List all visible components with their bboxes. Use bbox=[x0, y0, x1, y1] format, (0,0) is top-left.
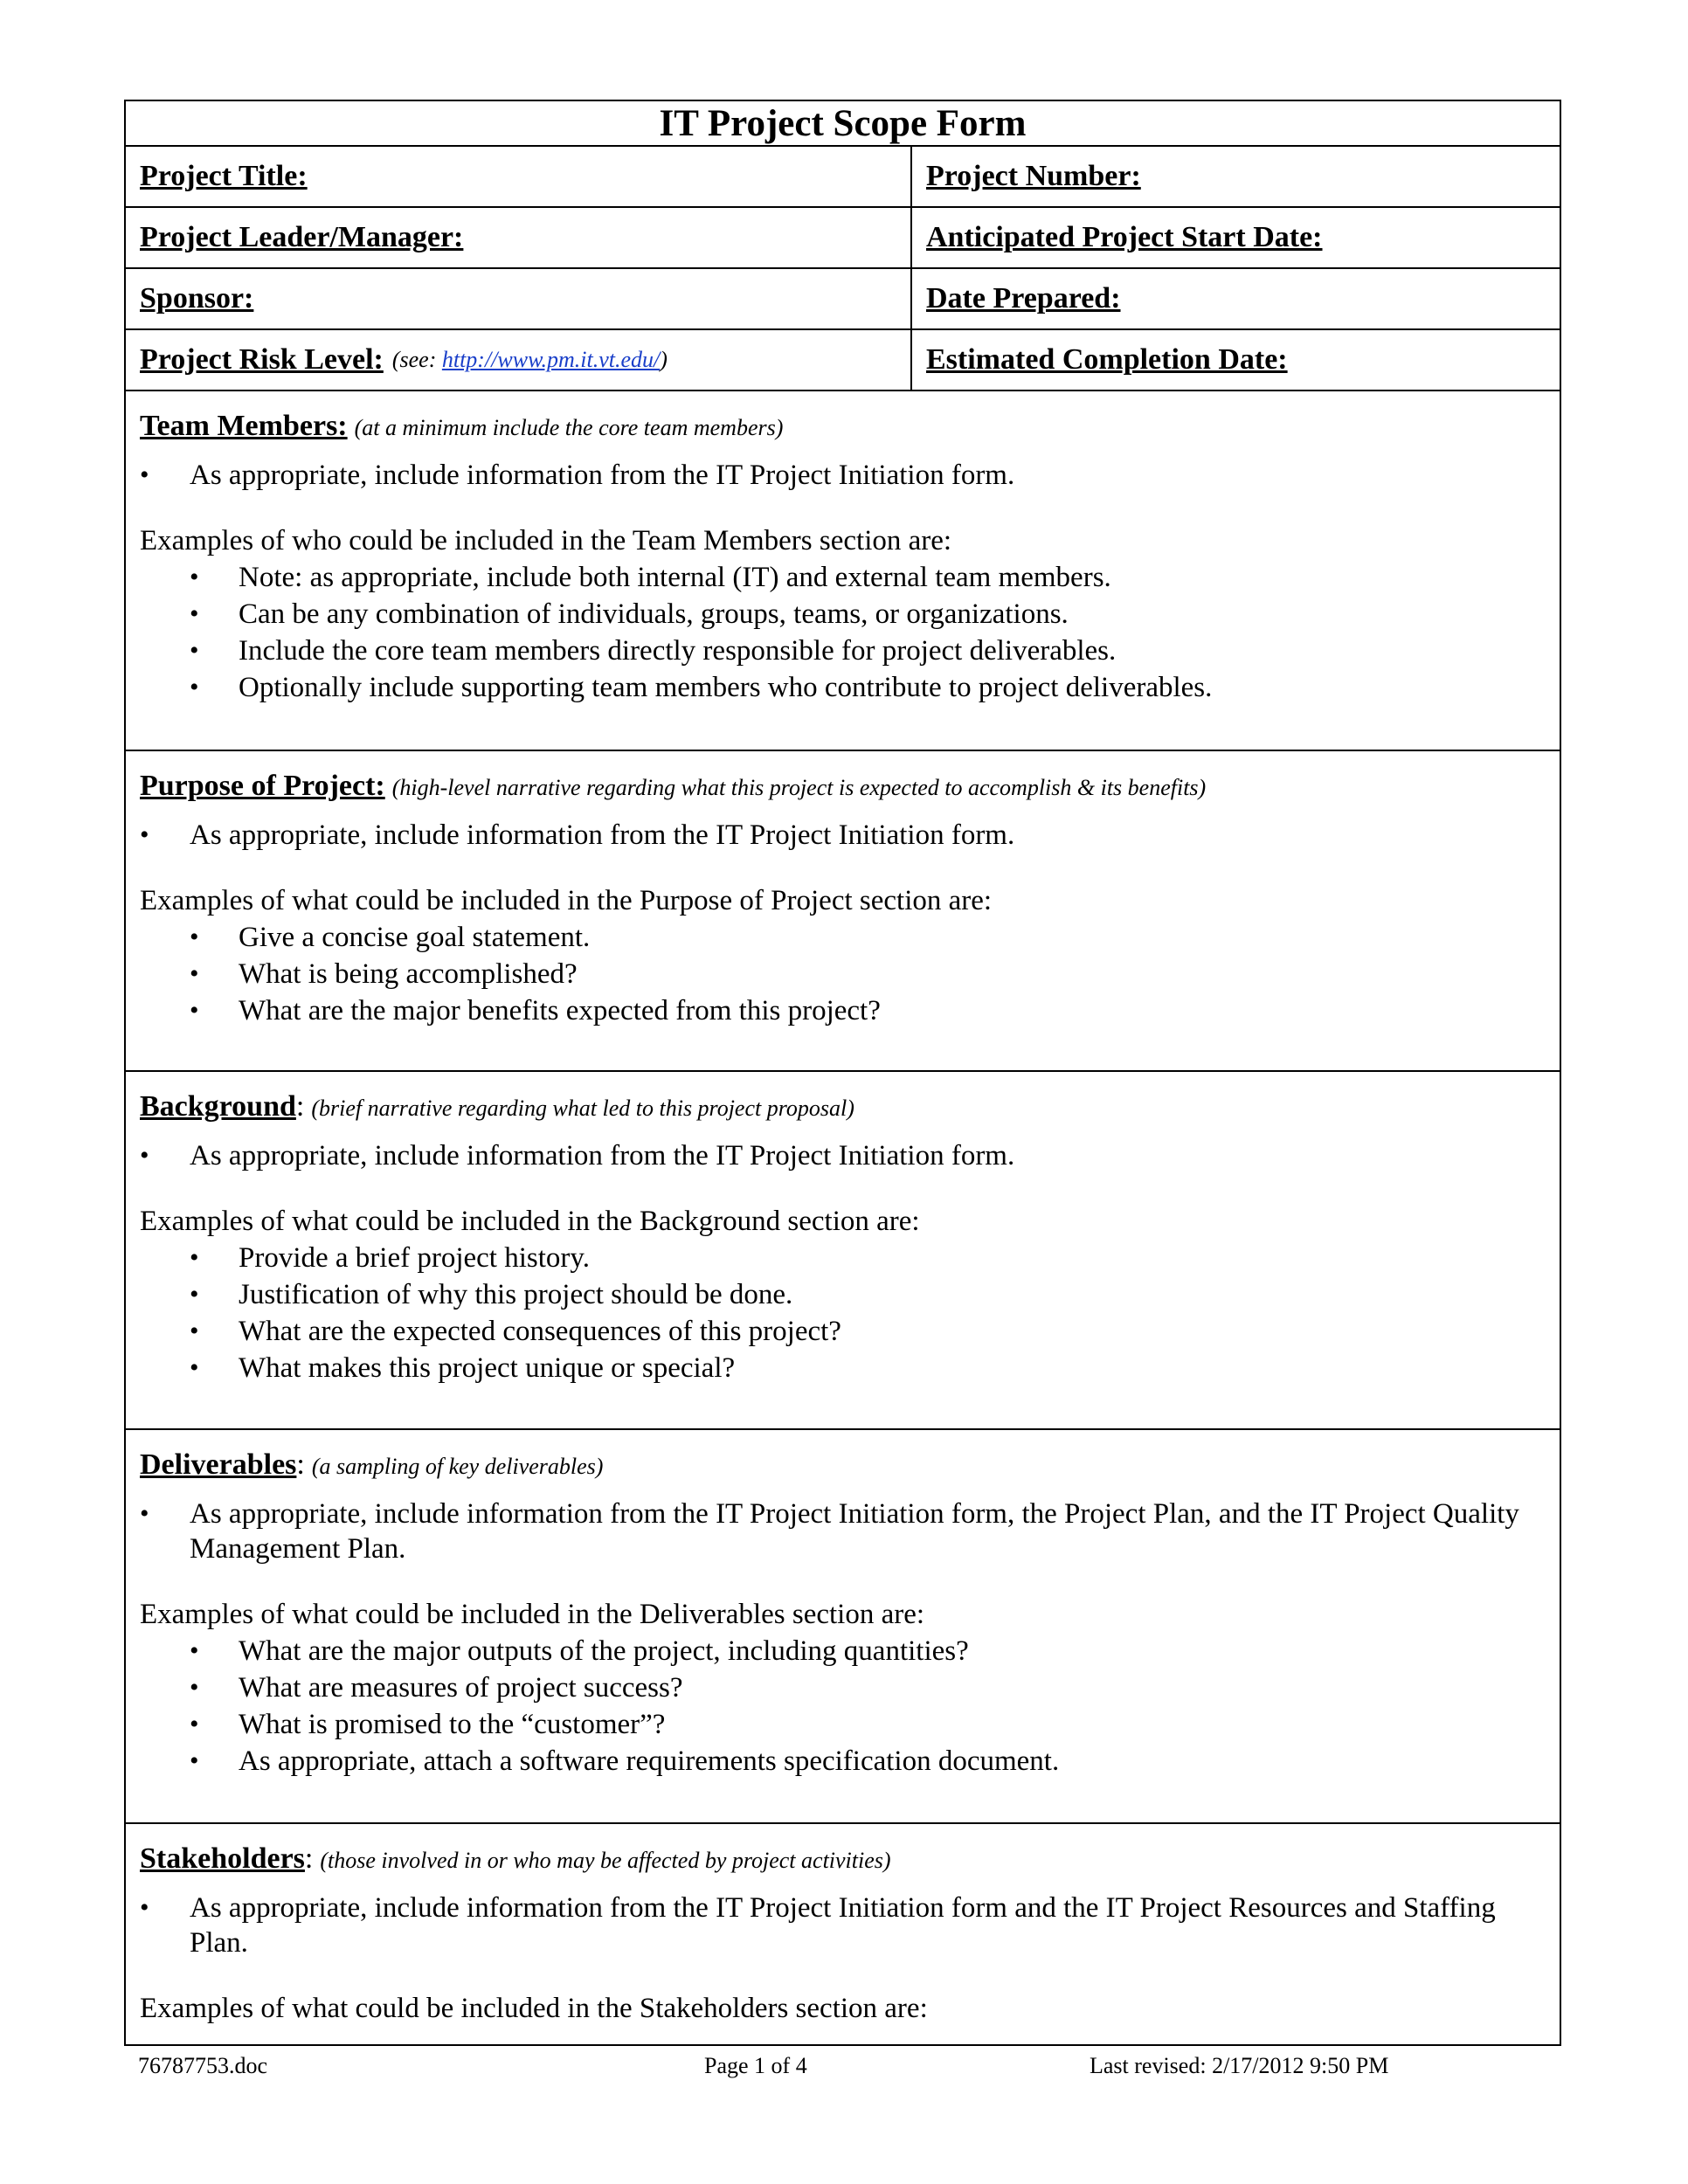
start-date-cell[interactable] bbox=[912, 208, 1560, 267]
example-item: • Justification of why this project should be done. bbox=[140, 1276, 1546, 1313]
sponsor-label: Sponsor: bbox=[140, 282, 254, 314]
footer-filename: 76787753.doc bbox=[138, 2053, 268, 2078]
project-leader-cell[interactable] bbox=[126, 208, 912, 267]
section-deliverables bbox=[126, 1430, 1560, 1824]
lead-list bbox=[140, 1496, 1546, 1566]
section-hint: (a sampling of key deliverables) bbox=[311, 1454, 604, 1479]
start-date-label: Anticipated Project Start Date: bbox=[926, 221, 1323, 253]
section-hint: (high-level narrative regarding what this project is expected to accomplish & its benefits) bbox=[391, 775, 1207, 800]
completion-date-label: Estimated Completion Date: bbox=[926, 343, 1288, 376]
example-item: • What are the expected consequences of this project? bbox=[140, 1313, 1546, 1350]
footer-page-number: Page 1 of 4 bbox=[704, 2053, 807, 2078]
example-item: • Give a concise goal statement. bbox=[140, 919, 1546, 956]
example-item: • As appropriate, attach a software requirements specification document. bbox=[140, 1743, 1546, 1780]
section-label: Background bbox=[140, 1090, 296, 1123]
field-row-sponsor bbox=[126, 269, 1560, 330]
lead-item: • As appropriate, include information from the IT Project Initiation form and the IT Project Resources and Staffing Plan. bbox=[140, 1890, 1546, 1960]
section-label: Team Members: bbox=[140, 410, 348, 442]
project-leader-label: Project Leader/Manager: bbox=[140, 221, 464, 253]
example-item: • What makes this project unique or special? bbox=[140, 1350, 1546, 1386]
lead-item: • As appropriate, include information from the IT Project Initiation form, the Project Plan, and the IT Project Quality Management Plan. bbox=[140, 1496, 1546, 1566]
example-item: • Provide a brief project history. bbox=[140, 1240, 1546, 1276]
examples-intro: Examples of what could be included in the Purpose of Project section are: bbox=[140, 885, 993, 916]
examples-list bbox=[140, 1633, 1546, 1780]
date-prepared-label: Date Prepared: bbox=[926, 282, 1121, 314]
examples-list bbox=[140, 559, 1546, 706]
section-label: Stakeholders bbox=[140, 1842, 305, 1875]
lead-item: • As appropriate, include information from the IT Project Initiation form. bbox=[140, 458, 1546, 493]
section-label: Purpose of Project: bbox=[140, 770, 385, 802]
example-item: • What are measures of project success? bbox=[140, 1669, 1546, 1706]
examples-list bbox=[140, 1240, 1546, 1386]
section-hint: (brief narrative regarding what led to this project proposal) bbox=[311, 1095, 854, 1121]
example-item: • Note: as appropriate, include both internal (IT) and external team members. bbox=[140, 559, 1546, 596]
risk-hint-suffix: ) bbox=[660, 347, 668, 372]
field-row-leader bbox=[126, 208, 1560, 269]
form-title: IT Project Scope Form bbox=[126, 101, 1560, 147]
lead-list bbox=[140, 1138, 1546, 1173]
lead-list bbox=[140, 818, 1546, 853]
section-hint: (those involved in or who may be affected by project activities) bbox=[320, 1848, 891, 1873]
example-item: • Optionally include supporting team members who contribute to project deliverables. bbox=[140, 669, 1546, 706]
section-heading bbox=[140, 767, 1546, 807]
risk-level-label: Project Risk Level: bbox=[140, 343, 384, 376]
example-item: • What are the major outputs of the project, including quantities? bbox=[140, 1633, 1546, 1669]
example-item: • What are the major benefits expected from this project? bbox=[140, 992, 1546, 1029]
section-purpose bbox=[126, 751, 1560, 1072]
completion-date-cell[interactable] bbox=[912, 330, 1560, 390]
lead-item: • As appropriate, include information from the IT Project Initiation form. bbox=[140, 1138, 1546, 1173]
project-number-cell[interactable] bbox=[912, 147, 1560, 206]
project-number-label: Project Number: bbox=[926, 160, 1141, 192]
project-title-label: Project Title: bbox=[140, 160, 308, 192]
lead-list bbox=[140, 458, 1546, 493]
example-item: • Include the core team members directly responsible for project deliverables. bbox=[140, 632, 1546, 669]
date-prepared-cell[interactable] bbox=[912, 269, 1560, 328]
section-heading: Stakeholders: (those involved in or who may be affected by project activities) bbox=[140, 1842, 891, 1875]
risk-hint-prefix: (see: bbox=[391, 347, 442, 372]
sponsor-cell[interactable] bbox=[126, 269, 912, 328]
section-hint: (at a minimum include the core team members) bbox=[354, 415, 784, 440]
lead-item: • As appropriate, include information from the IT Project Initiation form. bbox=[140, 818, 1546, 853]
field-row-title bbox=[126, 147, 1560, 208]
examples-intro: Examples of who could be included in the Team Members section are: bbox=[140, 525, 952, 556]
examples-intro: Examples of what could be included in the Stakeholders section are: bbox=[140, 1993, 928, 2024]
risk-level-cell[interactable] bbox=[126, 330, 912, 390]
risk-level-hint bbox=[392, 347, 668, 373]
section-team-members bbox=[126, 391, 1560, 751]
example-item: • What is being accomplished? bbox=[140, 956, 1546, 992]
section-heading bbox=[140, 407, 1546, 447]
section-label: Deliverables bbox=[140, 1448, 297, 1481]
examples-intro: Examples of what could be included in the Deliverables section are: bbox=[140, 1599, 925, 1630]
footer-last-revised: Last revised: 2/17/2012 9:50 PM bbox=[1090, 2053, 1389, 2078]
examples-intro: Examples of what could be included in the Background section are: bbox=[140, 1206, 920, 1237]
section-heading: Deliverables: (a sampling of key deliverables) bbox=[140, 1448, 604, 1481]
section-background bbox=[126, 1072, 1560, 1430]
example-item: • Can be any combination of individuals, groups, teams, or organizations. bbox=[140, 596, 1546, 632]
field-row-risk bbox=[126, 330, 1560, 391]
scope-form bbox=[124, 100, 1561, 2046]
lead-list bbox=[140, 1890, 1546, 1960]
examples-list bbox=[140, 919, 1546, 1029]
risk-level-link[interactable]: http://www.pm.it.vt.edu/ bbox=[441, 347, 661, 372]
section-heading: Background: (brief narrative regarding what led to this project proposal) bbox=[140, 1090, 854, 1123]
example-item: • What is promised to the “customer”? bbox=[140, 1706, 1546, 1743]
section-stakeholders bbox=[126, 1824, 1560, 2034]
project-title-cell[interactable] bbox=[126, 147, 912, 206]
